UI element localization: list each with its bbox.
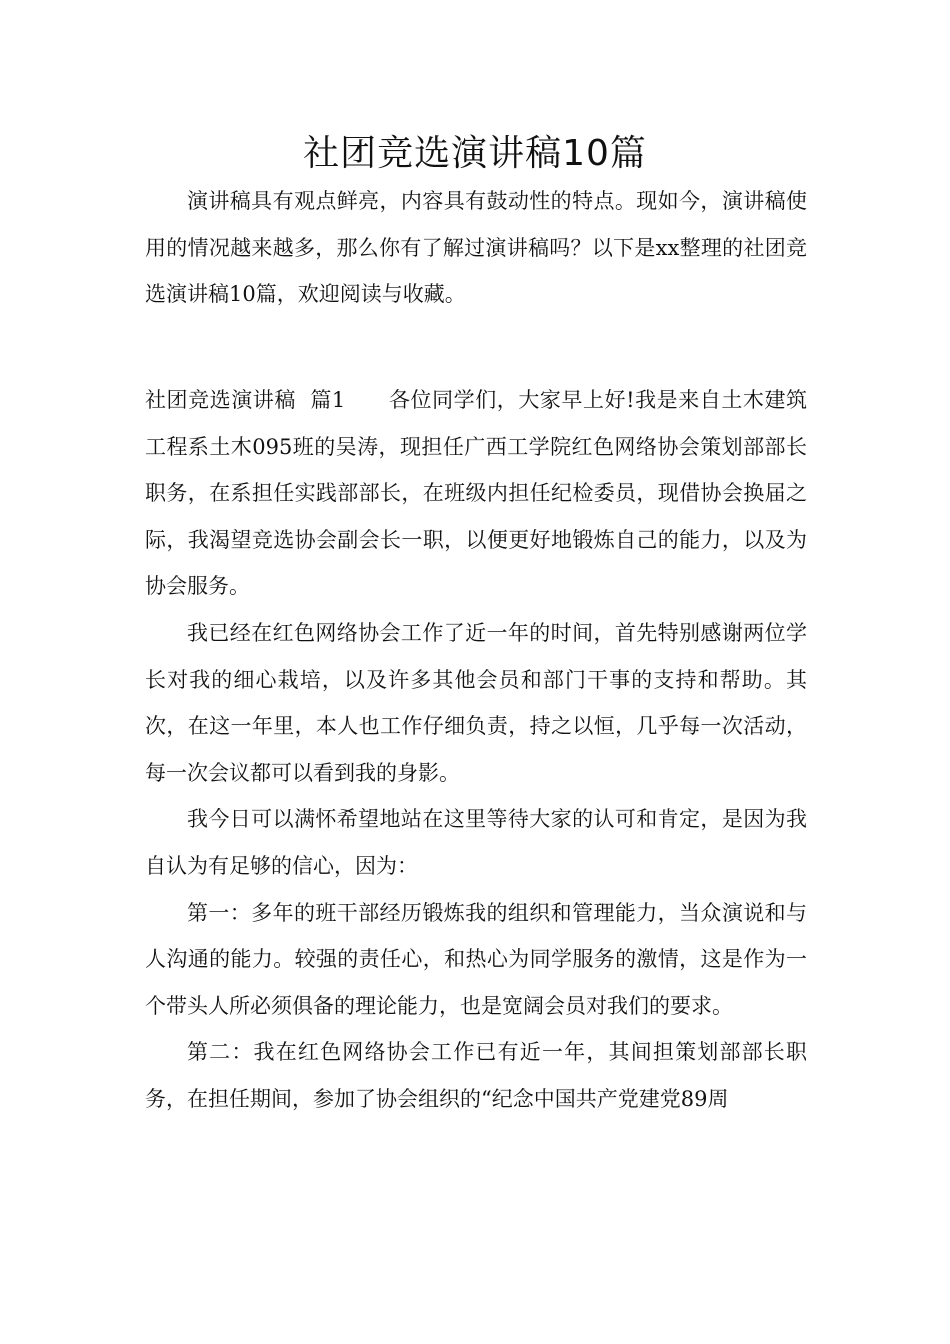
- section-gap: [345, 388, 389, 412]
- paragraph: 我今日可以满怀希望地站在这里等待大家的认可和肯定，是因为我自认为有足够的信心，因为：: [145, 807, 807, 878]
- intro-block: [145, 178, 807, 318]
- main-block: [145, 377, 807, 1123]
- intro-paragraph: 演讲稿具有观点鲜亮，内容具有鼓动性的特点。现如今，演讲稿使用的情况越来越多，那么你有了解过演讲稿吗？以下是xx整理的社团竞选演讲稿10篇，欢迎阅读与收藏。: [145, 189, 807, 307]
- section-first-paragraph: [145, 377, 807, 610]
- paragraph: 我已经在红色网络协会工作了近一年的时间，首先特别感谢两位学长对我的细心栽培，以及许多其他会员和部门干事的支持和帮助。其次，在这一年里，本人也工作仔细负责，持之以恒，几乎每一次活动，每一次会议都可以看到我的身影。: [145, 620, 807, 785]
- paragraph: 第一：多年的班干部经历锻炼我的组织和管理能力，当众演说和与人沟通的能力。较强的责任心，和热心为同学服务的激情，这是作为一个带头人所必须俱备的理论能力，也是宽阔会员对我们的要求。: [145, 900, 807, 1018]
- paragraph-text: 各位同学们，大家早上好!我是来自土木建筑工程系土木095班的吴涛，现担任广西工学院红色网络协会策划部部长职务，在系担任实践部部长，在班级内担任纪检委员，现借协会换届之际，我渴望竞选协会副会长一职，以便更好地锻炼自己的能力，以及为协会服务。: [145, 388, 808, 599]
- document-title: 社团竞选演讲稿10篇: [303, 133, 647, 174]
- section-label: 社团竞选演讲稿 篇1: [145, 388, 346, 412]
- paragraph: 第二：我在红色网络协会工作已有近一年，其间担策划部部长职务，在担任期间，参加了协会组织的“纪念中国共产党建党89周: [145, 1040, 807, 1111]
